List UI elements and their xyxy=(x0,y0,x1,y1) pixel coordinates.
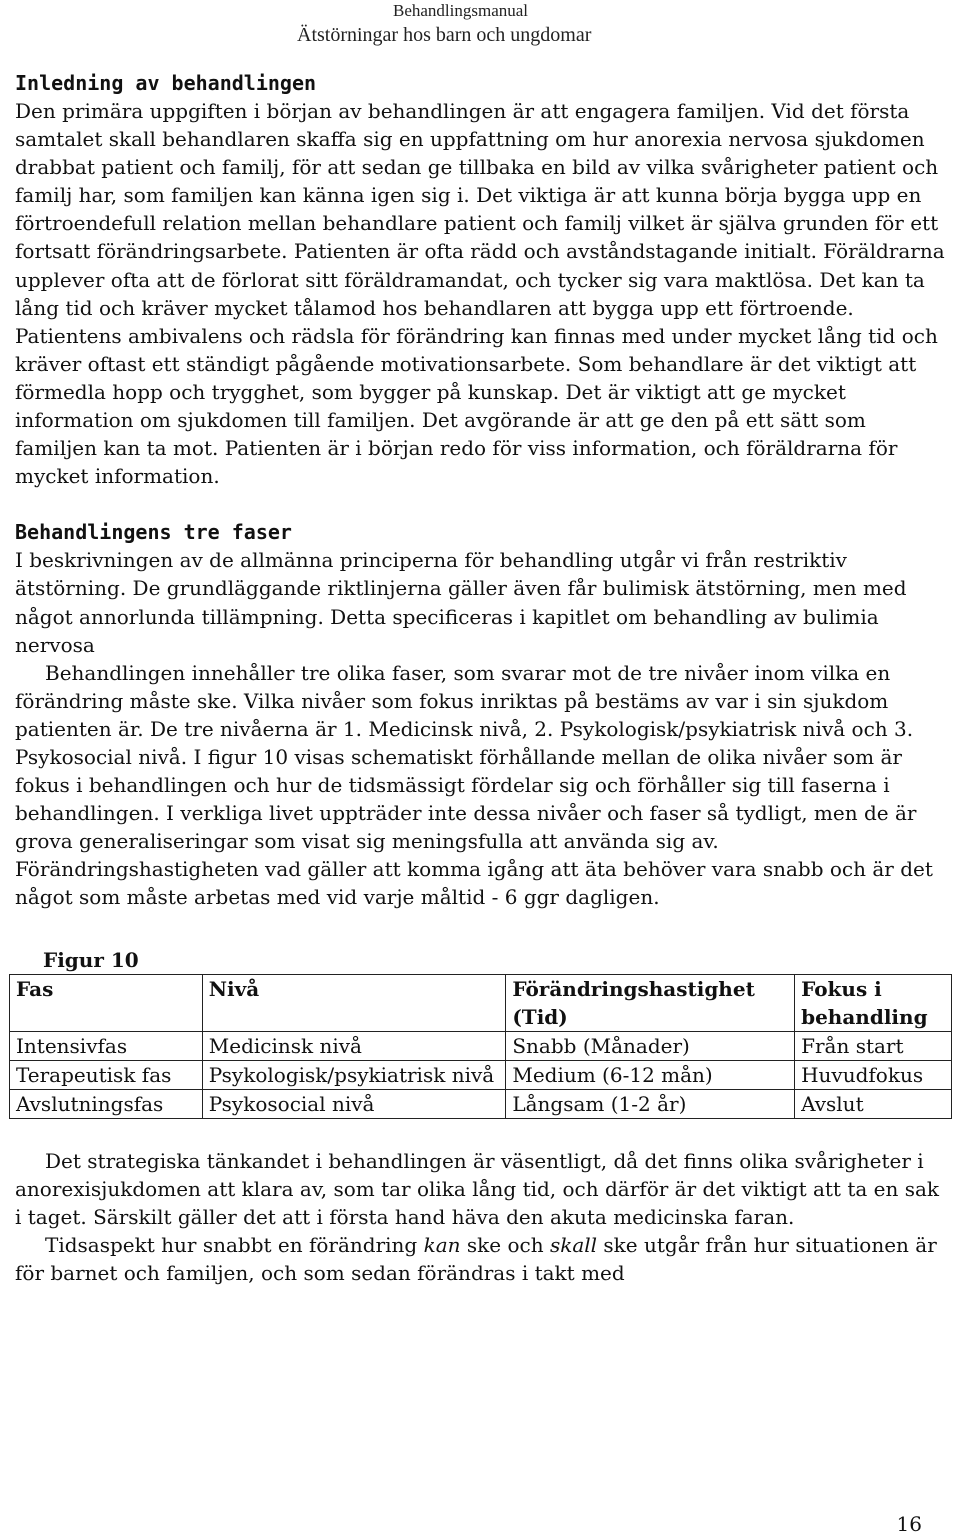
table-cell: Långsam (1-2 år) xyxy=(506,1089,795,1118)
table-row xyxy=(10,1060,952,1089)
table-header-cell: Fokus i behandling xyxy=(795,974,952,1031)
paragraph-inledning: Den primära uppgiften i början av behandlingen är att engagera familjen. Vid det första samtalet skall behandlaren skaffa sig en uppfattning om hur anorexia nervosa sjukdomen drabbat patient och familj, för att sedan ge tillbaka en bild av vilka svårigheter patient och familj har, som familjen kan känna igen sig i. Det viktiga är att kunna börja bygga upp en förtroendefull relation mellan behandlare patient och familj vilket är själva grunden för ett fortsatt förändringsarbete. Patienten är ofta rädd och avståndstagande initialt. Föräldrarna upplever ofta att de förlorat sitt föräldramandat, och tycker sig vara maktlösa. Det kan ta lång tid och kräver mycket tålamod hos behandlaren att bygga upp ett förtroende. Patientens ambivalens och rädsla för förändring kan finnas med under mycket lång tid och kräver oftast ett ständigt pågående motivationsarbete. Som behandlare är det viktigt att förmedla hopp och trygghet, som bygger på kunskap. Det är viktigt att ge mycket information om sjukdomen till familjen. Det avgörande är att ge den på ett sätt som familjen kan ta mot. Patienten är i början redo för viss information, och föräldrarna för mycket information. xyxy=(15,99,945,489)
figure-label: Figur 10 xyxy=(43,947,139,972)
table-cell: Medicinsk nivå xyxy=(202,1031,506,1060)
table-header-cell: Nivå xyxy=(202,974,506,1031)
header-subtitle: Ätstörningar hos barn och ungdomar xyxy=(297,24,592,46)
figure-table xyxy=(9,974,952,1119)
table-header-cell: Förändringshastighet (Tid) xyxy=(506,974,795,1031)
table-cell: Medium (6-12 mån) xyxy=(506,1060,795,1089)
table-cell: Terapeutisk fas xyxy=(10,1060,203,1089)
paragraph-tidsaspekt: Tidsaspekt hur snabbt en förändring kan ske och skall ske utgår från hur situationen är för barnet och familjen, och som sedan förändras i takt med xyxy=(15,1232,937,1285)
page-number: 16 xyxy=(896,1512,922,1536)
table-row xyxy=(10,1031,952,1060)
document-body xyxy=(15,69,950,1287)
paragraph-faser-2: Behandlingen innehåller tre olika faser, som svarar mot de tre nivåer inom vilka en förändring måste ske. Vilka nivåer som fokus inriktas på bestäms av var i sin sjukdom patienten är. De tre nivåerna är 1. Medicinsk nivå, 2. Psykologisk/psykiatrisk nivå och 3. Psykosocial nivå. I figur 10 visas schematiskt förhållande mellan de olika nivåer som är fokus i behandlingen och hur de tidsmässigt fördelar sig och förhåller sig till faserna i behandlingen. I verkliga livet uppträder inte dessa nivåer och faser så tydligt, men de är grova generaliseringar som visat sig meningsfulla att använda sig av. Förändringshastigheten vad gäller att komma igång att äta behöver vara snabb och är det något som måste arbetas med vid varje måltid - 6 ggr dagligen. xyxy=(15,660,933,910)
page-header xyxy=(0,0,960,50)
table-cell: Avslut xyxy=(795,1089,952,1118)
section-heading-faser: Behandlingens tre faser xyxy=(15,520,292,545)
table-cell: Intensivfas xyxy=(10,1031,203,1060)
table-header-cell: Fas xyxy=(10,974,203,1031)
table-cell: Psykologisk/psykiatrisk nivå xyxy=(202,1060,506,1089)
table-cell: Psykosocial nivå xyxy=(202,1089,506,1118)
table-cell: Snabb (Månader) xyxy=(506,1031,795,1060)
table-header-row xyxy=(10,974,952,1031)
table-cell: Huvudfokus xyxy=(795,1060,952,1089)
table-cell: Avslutningsfas xyxy=(10,1089,203,1118)
paragraph-faser-1: I beskrivningen av de allmänna principerna för behandling utgår vi från restriktiv ätstörning. De grundläggande riktlinjerna gäller även får bulimisk ätstörning, men med något annorlunda tillämpning. Detta specificeras i kapitlet om behandling av bulimia nervosa xyxy=(15,548,907,657)
section-heading-inledning: Inledning av behandlingen xyxy=(15,71,317,95)
table-row xyxy=(10,1089,952,1118)
table-cell: Från start xyxy=(795,1031,952,1060)
header-manual-title: Behandlingsmanual xyxy=(393,1,529,20)
paragraph-strategi: Det strategiska tänkandet i behandlingen är väsentligt, då det finns olika svårigheter i anorexisjukdomen att klara av, som tar olika lång tid, och därför är det viktigt att ta en sak i taget. Särskilt gäller det att i första hand häva den akuta medicinska faran. xyxy=(15,1148,940,1229)
